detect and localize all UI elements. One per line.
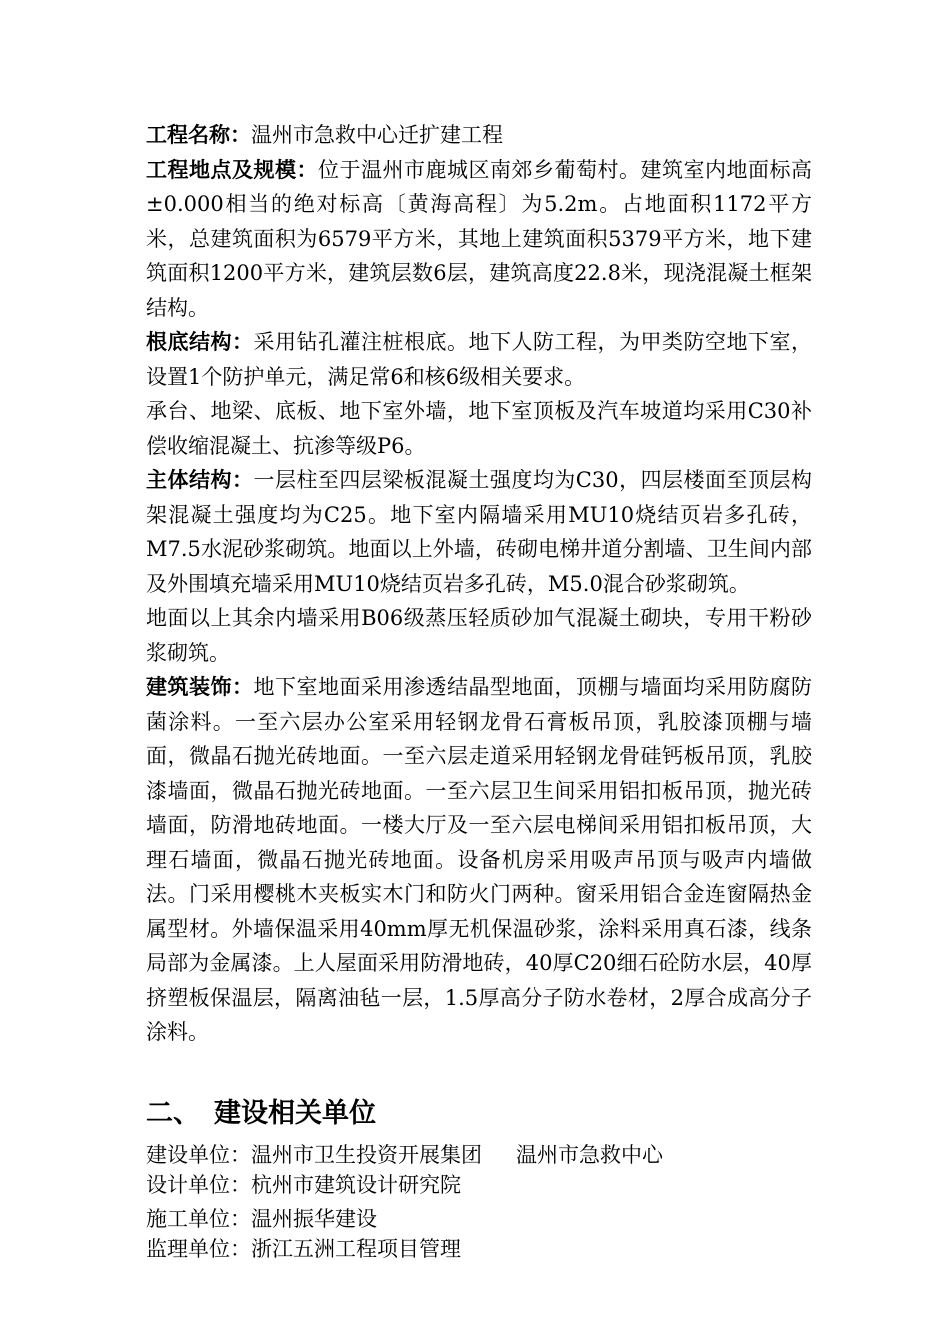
owner-extra: 温州市急救中心 [516,1142,663,1167]
main-structure-paragraph [146,463,812,601]
main-structure-label: 主体结构： [146,468,254,492]
foundation-paragraph [146,325,812,394]
section-heading [146,1094,812,1134]
contractor-value: 温州振华建设 [251,1206,377,1231]
supervisor-label: 监理单位： [146,1236,251,1261]
project-location-value: 位于温州市鹿城区南郊乡葡萄村。建筑室内地面标高±0.000相当的绝对标高〔黄海高程〕为5.2m。占地面积1172平方米，总建筑面积为6579平方米，其地上建筑面积5379平方米，地下建筑面积1200平方米，建筑层数6层，建筑高度22.8米，现浇混凝土框架结构。 [146,157,812,320]
decoration-value: 地下室地面采用渗透结晶型地面，顶棚与墙面均采用防腐防菌涂料。一至六层办公室采用轻钢龙骨石膏板吊顶，乳胶漆顶棚与墙面，微晶石抛光砖地面。一至六层走道采用轻钢龙骨硅钙板吊顶，乳胶漆墙面，微晶石抛光砖地面。一至六层卫生间采用铝扣板吊顶，抛光砖墙面，防滑地砖地面。一楼大厅及一至六层电梯间采用铝扣板吊顶，大理石墙面，微晶石抛光砖地面。设备机房采用吸声吊顶与吸声内墙做法。门采用樱桃木夹板实木门和防火门两种。窗采用铝合金连窗隔热金属型材。外墙保温采用40mm厚无机保温砂浆，涂料采用真石漆，线条局部为金属漆。上人屋面采用防滑地砖，40厚C20细石砼防水层，40厚挤塑板保温层，隔离油毡一层，1.5厚高分子防水卷材，2厚合成高分子涂料。 [146,675,812,1044]
section-title: 建设相关单位 [214,1097,376,1129]
designer-label: 设计单位： [146,1172,251,1197]
project-name-paragraph [146,118,812,153]
designer-unit-row [146,1170,812,1200]
contractor-label: 施工单位： [146,1206,251,1231]
supervisor-unit-row [146,1234,812,1264]
project-name-label: 工程名称： [146,123,251,147]
contractor-unit-row [146,1204,812,1234]
main-structure-extra-paragraph: 地面以上其余内墙采用B06级蒸压轻质砂加气混凝土砌块，专用干粉砂浆砌筑。 [146,606,812,665]
foundation-value: 采用钻孔灌注桩根底。地下人防工程，为甲类防空地下室，设置1个防护单元，满足常6和核6级相关要求。 [146,330,812,389]
project-location-paragraph [146,153,812,326]
project-location-label: 工程地点及规模： [146,157,318,182]
foundation-extra-paragraph: 承台、地梁、底板、地下室外墙，地下室顶板及汽车坡道均采用C30补偿收缩混凝土、抗渗等级P6。 [146,399,812,458]
decoration-label: 建筑装饰： [146,675,254,699]
owner-value: 温州市卫生投资开展集团 [251,1142,482,1167]
section-number: 二、 [146,1097,200,1129]
designer-value: 杭州市建筑设计研究院 [251,1172,461,1197]
owner-unit-row [146,1140,812,1170]
decoration-paragraph [146,670,812,1050]
project-name-value: 温州市急救中心迁扩建工程 [251,123,503,147]
document-page [146,118,812,1264]
foundation-label: 根底结构： [146,330,254,354]
main-structure-value: 一层柱至四层梁板混凝土强度均为C30，四层楼面至顶层构架混凝土强度均为C25。地下室内隔墙采用MU10烧结页岩多孔砖，M7.5水泥砂浆砌筑。地面以上外墙，砖砌电梯井道分割墙、卫生间内部及外围填充墙采用MU10烧结页岩多孔砖，M5.0混合砂浆砌筑。 [146,468,812,596]
supervisor-value: 浙江五洲工程项目管理 [251,1236,461,1261]
owner-label: 建设单位： [146,1142,251,1167]
